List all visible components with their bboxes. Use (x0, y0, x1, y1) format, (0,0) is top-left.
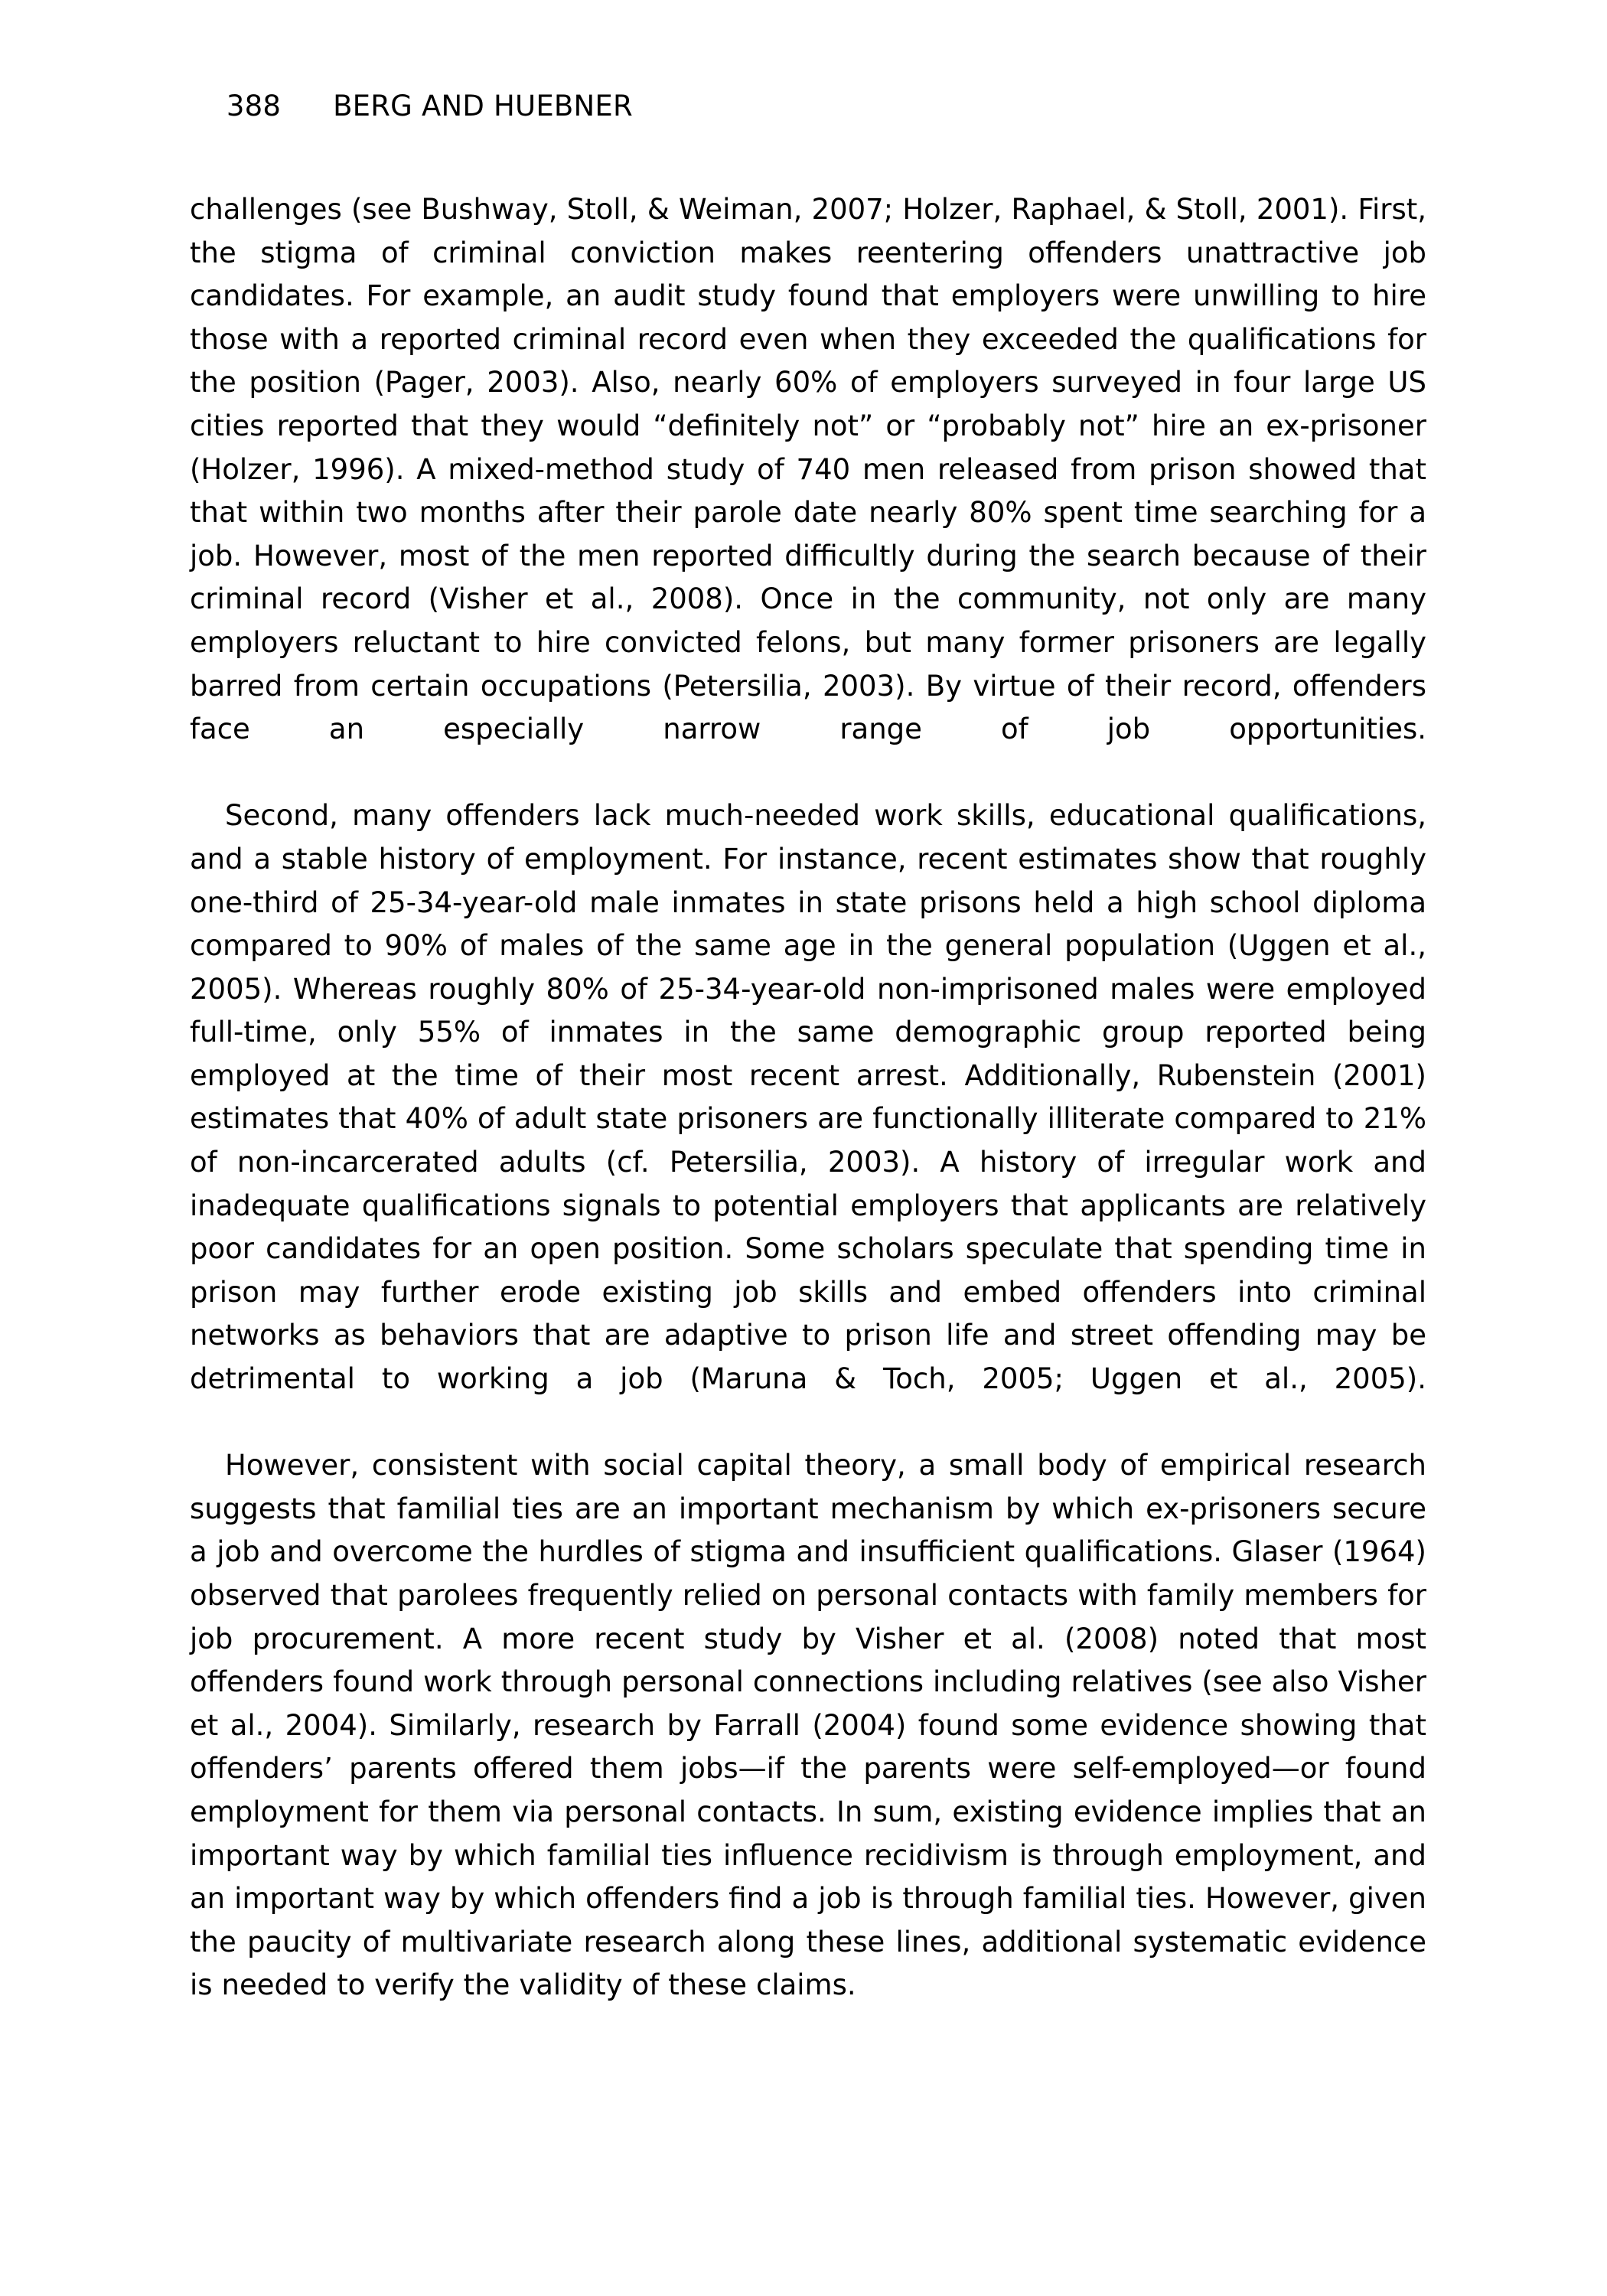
running-title: BERG AND HUEBNER (333, 90, 633, 122)
paragraph-continuation: challenges (see Bushway, Stoll, & Weiman, 2007; Holzer, Raphael, & Stoll, 2001). First, the stigma of criminal conviction makes reentering offenders unattractive job candidates. For example, an audit study found that employers were unwilling to hire those with a reported criminal record even when they exceeded the qualifications for the position (Pager, 2003). Also, nearly 60% of employers surveyed in four large US cities reported that they would “definitely not” or “probably not” hire an ex-prisoner (Holzer, 1996). A mixed-method study of 740 men released from prison showed that that within two months after their parole date nearly 80% spent time searching for a job. However, most of the men reported difficultly during the search because of their criminal record (Visher et al., 2008). Once in the community, not only are many employers reluctant to hire convicted felons, but many former prisoners are legally barred from certain occupations (Petersilia, 2003). By virtue of their record, offenders face an especially narrow range of job opportunities. (190, 193, 1426, 746)
body-text-column (190, 188, 1426, 2007)
paragraph-however: However, consistent with social capital theory, a small body of empirical research suggests that familial ties are an important mechanism by which ex-prisoners secure a job and overcome the hurdles of stigma and insufficient qualifications. Glaser (1964) observed that parolees frequently relied on personal contacts with family members for job procurement. A more recent study by Visher et al. (2008) noted that most offenders found work through personal connections including relatives (see also Visher et al., 2004). Similarly, research by Farrall (2004) found some evidence showing that offenders’ parents offered them jobs—if the parents were self-employed—or found employment for them via personal contacts. In sum, existing evidence implies that an important way by which familial ties influence recidivism is through employment, and an important way by which offenders find a job is through familial ties. However, given the paucity of multivariate research along these lines, additional systematic evidence is needed to verify the validity of these claims. (190, 1449, 1426, 2002)
paragraph-second: Second, many offenders lack much-needed work skills, educational qualifications, and a stable history of employment. For instance, recent estimates show that roughly one-third of 25-34-year-old male inmates in state prisons held a high school diploma compared to 90% of males of the same age in the general population (Uggen et al., 2005). Whereas roughly 80% of 25-34-year-old non-imprisoned males were employed full-time, only 55% of inmates in the same demographic group reported being employed at the time of their most recent arrest. Additionally, Rubenstein (2001) estimates that 40% of adult state prisoners are functionally illiterate compared to 21% of non-incarcerated adults (cf. Petersilia, 2003). A history of irregular work and inadequate qualifications signals to potential employers that applicants are relatively poor candidates for an open position. Some scholars speculate that spending time in prison may further erode existing job skills and embed offenders into criminal networks as behaviors that are adaptive to prison life and street offending may be detrimental to working a job (Maruna & Toch, 2005; Uggen et al., 2005). (190, 799, 1426, 1396)
running-head (190, 54, 1425, 159)
page-number: 388 (226, 90, 282, 122)
